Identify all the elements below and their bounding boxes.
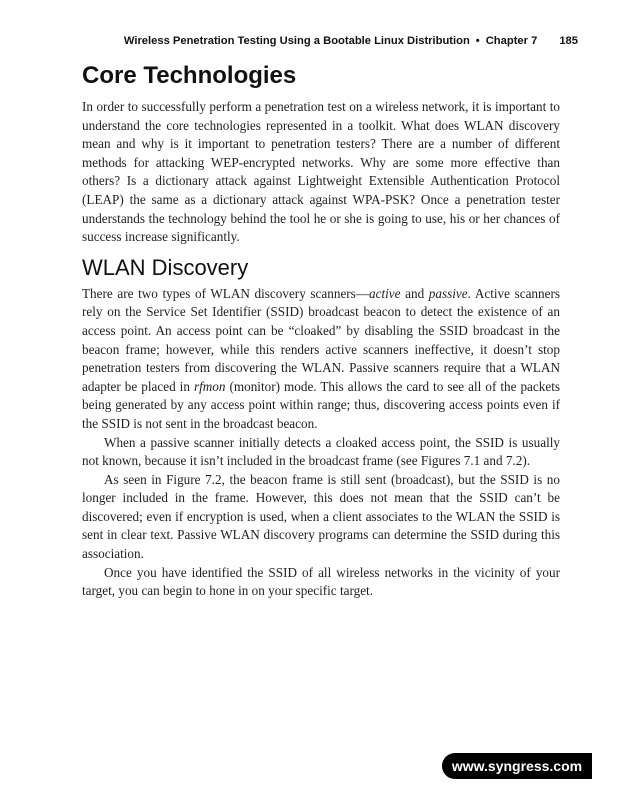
text-run: (monitor) mode. This allows the card to see all of the packets being generated by any access point within range; thus, discovering access points even if the SSID is not sent in the broadcast beacon.: [82, 378, 560, 431]
wlan-discovery-paragraph-1: [82, 285, 560, 434]
emphasis-rfmon: rfmon: [193, 378, 226, 394]
wlan-discovery-paragraph-4: Once you have identified the SSID of all wireless networks in the vicinity of your target, you can begin to hone in on your specific target.: [82, 564, 560, 599]
emphasis-passive: passive: [428, 285, 468, 301]
running-header: [123, 35, 578, 47]
page-body: [82, 58, 560, 601]
running-title: Wireless Penetration Testing Using a Bootable Linux Distribution: [123, 35, 470, 47]
section-title-core-technologies: Core Technologies: [82, 62, 297, 89]
emphasis-active: active: [369, 285, 401, 301]
wlan-discovery-paragraph-3: As seen in Figure 7.2, the beacon frame is still sent (broadcast), but the SSID is no longer included in the frame. However, this does not mean that the SSID can’t be discovered; even if encryption is used, when a client associates to the WLAN the SSID is sent in clear text. Passive WLAN discovery programs can determine the SSID during this association.: [82, 471, 560, 562]
footer-url: www.syngress.com: [451, 758, 583, 774]
wlan-discovery-paragraph-2: When a passive scanner initially detects a cloaked access point, the SSID is usually not known, because it isn’t included in the broadcast frame (see Figures 7.1 and 7.2).: [82, 434, 560, 469]
text-run: There are two types of WLAN discovery scanners—: [82, 285, 370, 301]
footer-url-badge: [442, 753, 592, 779]
header-separator: •: [475, 35, 480, 47]
core-technologies-paragraph: In order to successfully perform a penetration test on a wireless network, it is important to understand the core technologies represented in a toolkit. What does WLAN discovery mean and why is it important to penetration testers? There are a number of different methods for attacking WEP-encrypted networks. Why are some more effective than others? Is a dictionary attack against Lightweight Extensible Authentication Protocol (LEAP) the same as a dictionary attack against WPA-PSK? Once a penetration tester understands the technology behind the tool he or she is going to use, his or her chances of success increase significantly.: [82, 99, 560, 245]
page-number: 185: [559, 35, 578, 47]
section-title-wlan-discovery: WLAN Discovery: [82, 254, 249, 280]
chapter-label: Chapter 7: [485, 35, 538, 47]
text-run: and: [400, 285, 429, 301]
text-run: . Active scanners rely on the Service Set Identifier (SSID) broadcast beacon to detect the existence of an access point. An access point can be “cloaked” by disabling the SSID broadcast in the beacon frame; however, while this renders active scanners ineffective, it doesn’t stop penetration testers from discovering the WLAN. Passive scanners require that a WLAN adapter be placed in: [82, 285, 561, 394]
